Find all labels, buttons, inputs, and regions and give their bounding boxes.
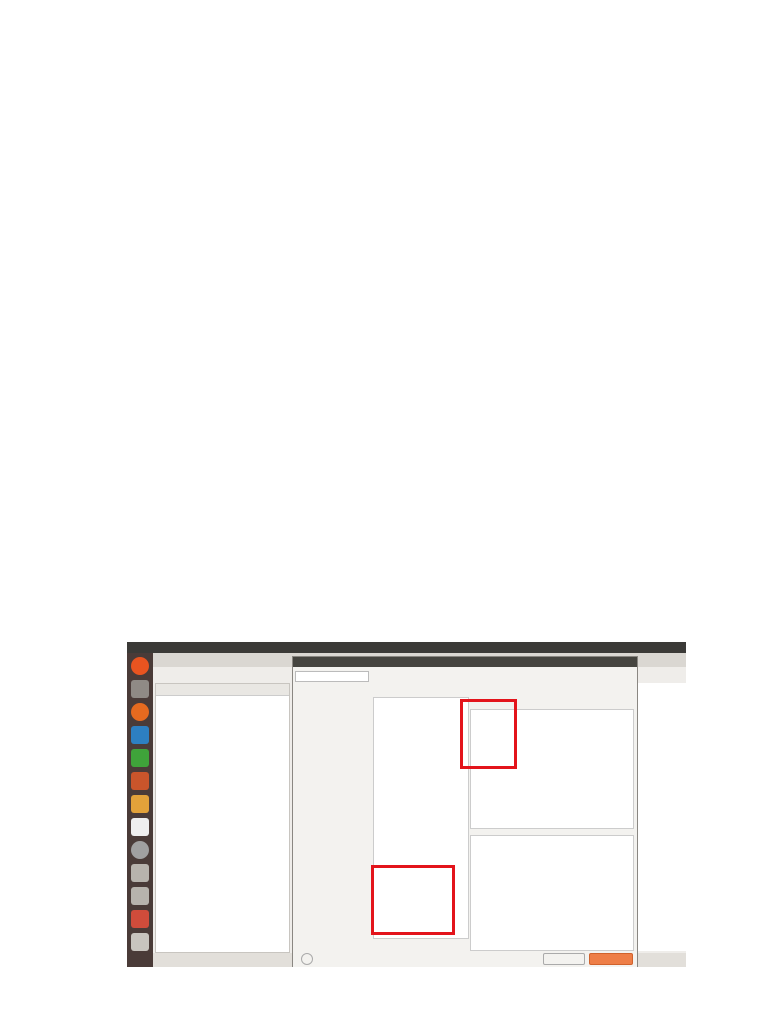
libraries-highlight-box [460,699,517,769]
disk-icon[interactable] [131,933,149,951]
usb-icon[interactable] [131,910,149,928]
top-dash-rule [94,42,718,60]
files-icon[interactable] [131,680,149,698]
section-heading [90,282,135,299]
ok-button[interactable] [589,953,633,965]
project-explorer [155,683,290,953]
settings-icon[interactable] [131,841,149,859]
drive-icon[interactable] [131,864,149,882]
calc-icon[interactable] [131,749,149,767]
library-search-path [470,835,634,951]
ubuntu-top-bar [127,642,686,653]
amazon-icon[interactable] [131,818,149,836]
firefox-icon[interactable] [131,703,149,721]
dialog-title [293,657,637,667]
filter-input[interactable] [295,671,369,682]
intro-paragraph [90,172,719,199]
impress-icon[interactable] [131,772,149,790]
project-explorer-header [156,684,289,696]
help-button[interactable] [301,953,313,965]
eclipse-screenshot [127,642,686,967]
linker-highlight-box [371,865,455,935]
writer-icon[interactable] [131,726,149,744]
unity-launcher [127,653,153,967]
drive-icon-2[interactable] [131,887,149,905]
cancel-button[interactable] [543,953,585,965]
dash-home-icon[interactable] [131,657,149,675]
search-path-label [471,836,633,840]
software-center-icon[interactable] [131,795,149,813]
bottom-dash-rule [94,114,718,132]
